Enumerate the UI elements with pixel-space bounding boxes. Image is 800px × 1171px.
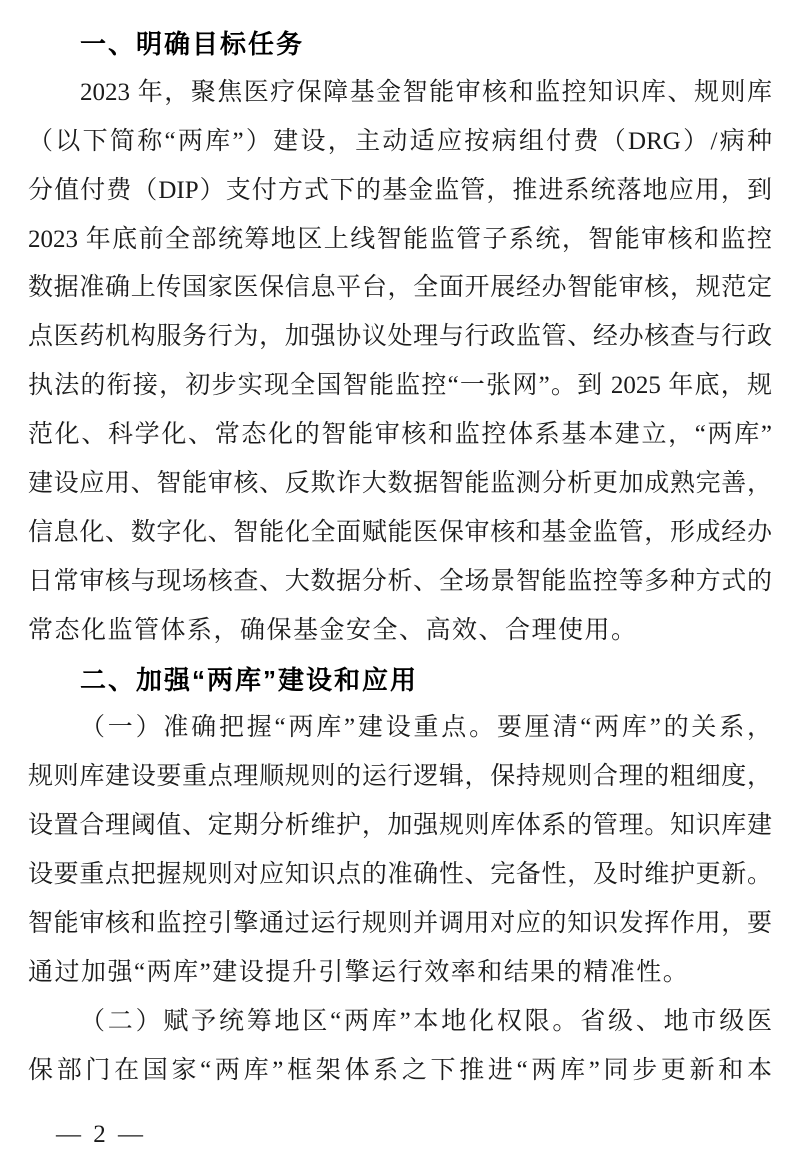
text-segment: 分值付费（DIP）支付方式下的基金监管，推进系统落地应用，到 [28, 176, 772, 204]
text-line [28, 753, 772, 802]
text-line [28, 802, 772, 851]
item-title: （二）赋予统筹地区“两库”本地化权限。 [80, 1007, 581, 1035]
text-segment: 范化、科学化、常态化的智能审核和监控体系基本建立，“两库” [28, 421, 772, 449]
text-line [28, 949, 772, 998]
section-heading: 二、加强“两库”建设和应用 [80, 664, 419, 695]
text-segment: 建设应用、智能审核、反欺诈大数据智能监测分析更加成熟完善， [28, 470, 772, 498]
text-line [28, 558, 772, 607]
text-segment: 信息化、数字化、智能化全面赋能医保审核和基金监管，形成经办 [28, 518, 772, 546]
section-heading: 一、明确目标任务 [80, 29, 305, 59]
text-segment: 执法的衔接，初步实现全国智能监控“一张网”。到 2025 年底，规 [28, 372, 772, 400]
text-segment: 规则库建设要重点理顺规则的运行逻辑，保持规则合理的粗细度， [28, 763, 772, 791]
text-segment: 保部门在国家“两库”框架体系之下推进“两库”同步更新和本 [28, 1056, 772, 1084]
text-segment: 点医药机构服务行为，加强协议处理与行政监管、经办核查与行政 [28, 323, 772, 351]
document-body [28, 20, 772, 1096]
text-segment: 数据准确上传国家医保信息平台，全面开展经办智能审核，规范定 [28, 274, 772, 302]
text-segment: 2023 年底前全部统筹地区上线智能监管子系统，智能审核和监控 [28, 225, 772, 253]
text-line [28, 362, 772, 411]
text-line [28, 998, 772, 1047]
text-segment: 设置合理阈值、定期分析维护，加强规则库体系的管理。知识库建 [28, 812, 772, 840]
text-segment: 要厘清“两库”的关系， [496, 714, 772, 742]
text-line [28, 118, 772, 167]
text-line [28, 264, 772, 313]
text-line [28, 411, 772, 460]
text-line [28, 851, 772, 900]
text-line [28, 704, 772, 753]
text-line [28, 313, 772, 362]
text-segment: （以下简称“两库”）建设，主动适应按病组付费（DRG）/病种 [28, 127, 772, 155]
text-line [28, 216, 772, 265]
text-line [28, 607, 772, 656]
text-line [28, 167, 772, 216]
page-number: — 2 — [56, 1121, 146, 1148]
text-segment: 省级、地市级医 [580, 1007, 772, 1035]
text-line [28, 69, 772, 118]
text-segment: 通过加强“两库”建设提升引擎运行效率和结果的精准性。 [28, 958, 690, 986]
text-line [28, 900, 772, 949]
text-line [28, 460, 772, 509]
text-segment: 2023 年，聚焦医疗保障基金智能审核和监控知识库、规则库 [80, 78, 772, 106]
text-line [28, 509, 772, 558]
item-title: （一）准确把握“两库”建设重点。 [80, 714, 497, 742]
text-segment: 设要重点把握规则对应知识点的准确性、完备性，及时维护更新。 [28, 861, 772, 889]
text-segment: 日常审核与现场核查、大数据分析、全场景智能监控等多种方式的 [28, 567, 772, 595]
text-segment: 常态化监管体系，确保基金安全、高效、合理使用。 [28, 616, 638, 644]
text-segment: 智能审核和监控引擎通过运行规则并调用对应的知识发挥作用，要 [28, 910, 772, 938]
text-line [28, 1047, 772, 1096]
